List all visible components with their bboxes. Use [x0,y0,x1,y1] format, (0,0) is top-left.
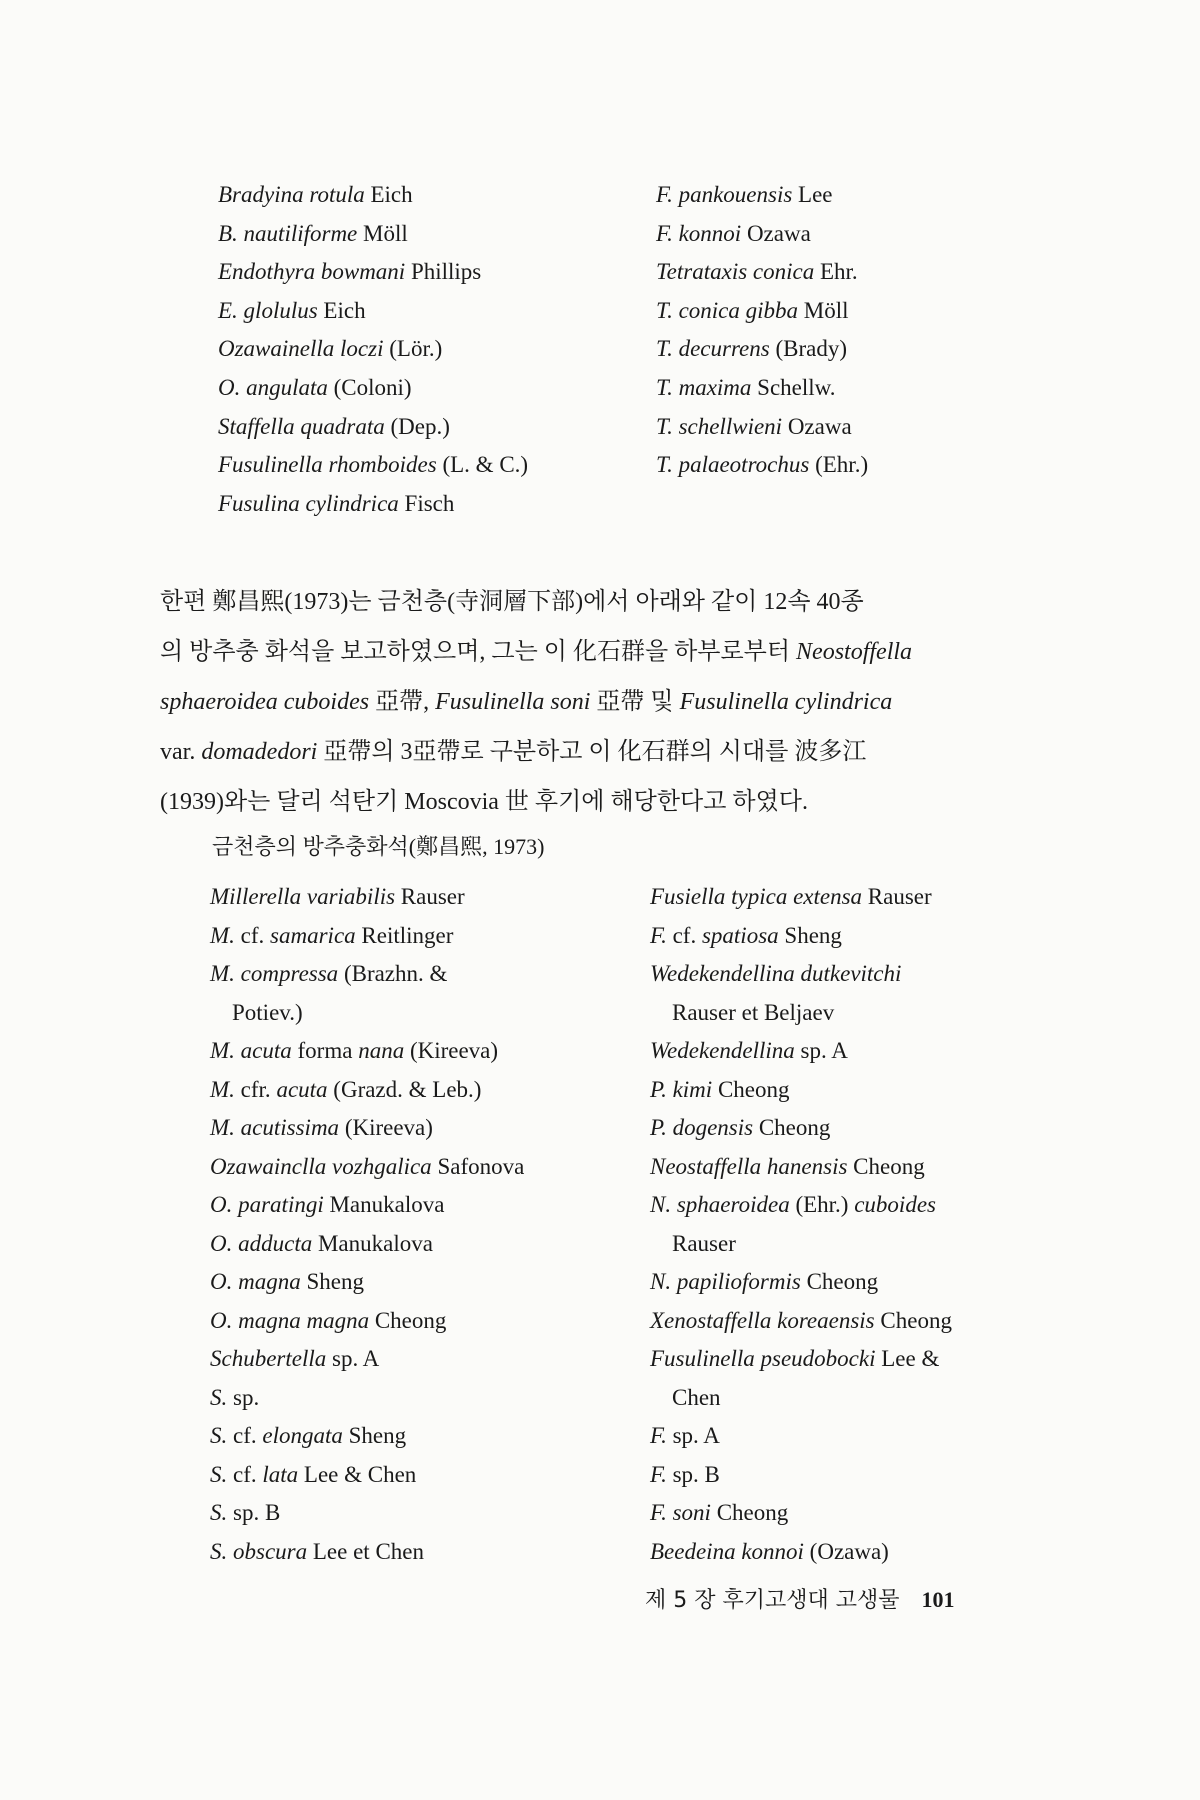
species-author: (Ehr.) [809,452,869,478]
species-name: F. [650,1461,667,1487]
species-author: Safonova [431,1153,525,1179]
species-entry [650,878,952,917]
paragraph-text: 亞帶, [369,689,436,715]
species-entry [210,1340,524,1379]
species-entry [218,330,528,369]
species-author: (Kireeva) [404,1038,499,1063]
paragraph-species-name: domadedori [201,739,318,765]
species-entry [210,1071,524,1110]
species-author: sp. B [227,1500,281,1525]
species-entry [210,1225,524,1264]
species-name: S. [210,1423,228,1448]
species-author: Lee et Chen [307,1538,424,1564]
species-author: Chen [672,1384,721,1410]
species-author: Rauser et Beljaev [672,999,835,1025]
species-name: Wedekendellina dutkevitchi [650,961,902,986]
species-entry [650,1379,952,1418]
species-author: Sheng [342,1423,407,1448]
species-name: M. [210,922,235,948]
species-entry [650,1148,952,1187]
species-name: M. [210,1076,235,1102]
species-name: Beedeina konnoi [650,1538,804,1564]
species-author: sp. B [666,1461,720,1487]
species-name: elongata [262,1423,343,1448]
species-entry [218,292,528,331]
species-entry [210,1456,524,1495]
species-author: Cheong [710,1500,789,1525]
paragraph-line [160,677,1040,727]
species-name: lata [262,1461,299,1487]
species-name: Fusulina cylindrica [218,490,399,516]
body-paragraph [160,577,1040,827]
species-list-1-left [218,176,528,523]
species-entry [210,1148,524,1187]
species-name: S. obscura [210,1538,308,1564]
species-author: (Brazhn. & [338,961,448,986]
species-entry [218,408,528,447]
species-entry [656,176,868,215]
species-name: Bradyina rotula [218,182,365,207]
paragraph-text: 亞帶의 3亞帶로 구분하고 이 化石群의 시대를 波多江 [317,739,867,765]
species-name: P. kimi [650,1076,713,1102]
species-entry [218,176,528,215]
species-name: M. acuta [210,1038,292,1063]
species-author: Manukalova [312,1230,433,1256]
species-list-2-right [650,878,952,1571]
species-entry [210,917,524,956]
species-name: acuta [276,1076,328,1102]
species-name: S. [210,1461,228,1487]
page-number: 101 [921,1587,955,1612]
species-name: Neostaffella hanensis [650,1153,848,1179]
paragraph-species-name: Fusulinella cylindrica [679,689,893,715]
species-author: cf. [227,1461,263,1487]
species-author: Cheong [874,1307,952,1333]
species-name: O. angulata [218,374,328,400]
species-author: Lee [792,182,833,207]
species-entry [210,955,524,994]
species-entry [656,253,868,292]
species-entry [210,1263,524,1302]
species-entry [656,408,868,447]
species-entry [650,1032,952,1071]
species-name: O. paratingi [210,1192,324,1217]
species-name: Wedekendellina [650,1038,795,1063]
species-author: cf. [227,1423,263,1448]
paragraph-text: 한편 鄭昌熙(1973)는 금천층(寺洞層下部)에서 아래와 같이 12속 40종 [160,589,864,615]
species-name: T. decurrens [656,336,770,362]
species-entry [650,1263,952,1302]
species-entry [210,1379,524,1418]
species-author: Cheong [712,1076,790,1102]
species-author: Möll [798,297,849,323]
paragraph-line [160,727,1040,777]
species-author: Sheng [300,1269,364,1294]
species-name: M. acutissima [210,1115,340,1140]
species-name: S. [210,1384,228,1410]
species-author: Cheong [800,1269,879,1294]
paragraph-text: 亞帶 및 [590,689,680,715]
paragraph-text: (1939)와는 달리 석탄기 Moscovia 世 후기에 해당한다고 하였다. [160,789,808,815]
species-entry [656,330,868,369]
species-author: sp. A [326,1346,380,1371]
species-author: (Lör.) [383,336,443,362]
species-author: Reitlinger [355,922,454,948]
species-author: (Dep.) [384,413,450,439]
species-author: sp. A [666,1423,720,1448]
species-author: forma [291,1038,359,1063]
species-name: O. adducta [210,1230,313,1256]
species-author: Ozawa [782,413,852,439]
species-entry [210,994,524,1033]
species-author: cfr. [234,1076,277,1102]
species-author: Cheong [369,1307,447,1333]
species-name: nana [358,1038,405,1063]
species-author: (Grazd. & Leb.) [327,1076,482,1102]
species-entry [650,994,952,1033]
species-name: Fusulinella pseudobocki [650,1346,876,1371]
species-entry [656,215,868,254]
species-author: (Ozawa) [803,1538,889,1564]
paragraph-line [160,627,1040,677]
species-entry [656,369,868,408]
species-name: B. nautiliforme [218,220,358,246]
species-entry [650,1340,952,1379]
species-author: (Ehr.) [789,1192,855,1217]
species-author: Eich [317,297,366,323]
species-entry [210,878,524,917]
species-entry [218,485,528,524]
species-author: Eich [364,182,413,207]
species-name: F. [650,922,667,948]
species-name: T. conica gibba [656,297,799,323]
species-author: sp. [227,1384,260,1410]
species-name: E. glolulus [218,297,318,323]
paragraph-species-name: Fusulinella soni [435,689,591,715]
species-name: Staffella quadrata [218,413,385,439]
species-entry [210,1494,524,1533]
species-author: Rauser [672,1230,736,1256]
species-name: S. [210,1500,228,1525]
species-author: Lee & [875,1346,940,1371]
species-author: Sheng [778,922,842,948]
species-entry [650,1109,952,1148]
species-name: F. soni [650,1500,711,1525]
species-name: Fusiella typica extensa [650,884,863,909]
species-entry [210,1302,524,1341]
species-entry [650,1456,952,1495]
species-list-1-right [656,176,868,485]
species-entry [650,1186,952,1225]
paragraph-line [160,577,1040,627]
species-name: Fusulinella rhomboides [218,452,437,478]
species-name: cuboides [854,1192,936,1217]
species-entry [650,1533,952,1572]
species-author: Fisch [398,490,455,516]
species-entry [650,1417,952,1456]
species-name: samarica [270,922,356,948]
species-author: Ozawa [741,220,811,246]
species-name: spatiosa [701,922,779,948]
species-name: T. palaeotrochus [656,452,810,478]
species-entry [218,446,528,485]
species-name: T. schellwieni [656,413,783,439]
species-author: Phillips [405,259,482,285]
species-author: Ehr. [814,259,858,285]
species-author: Cheong [753,1115,831,1140]
species-author: Potiev.) [232,999,303,1025]
section-heading: 금천층의 방추충화석(鄭昌熙, 1973) [212,834,545,859]
paragraph-line [160,777,1040,827]
species-author: (Kireeva) [339,1115,433,1140]
species-name: Tetrataxis conica [656,259,815,285]
species-entry [210,1533,524,1572]
species-entry [210,1417,524,1456]
species-entry [218,253,528,292]
species-entry [650,1225,952,1264]
paragraph-text: 의 방추충 화석을 보고하였으며, 그는 이 化石群을 하부로부터 [160,639,797,665]
species-author: Schellw. [751,374,836,400]
species-name: F. pankouensis [656,182,793,207]
species-entry [218,369,528,408]
species-author: Möll [357,220,408,246]
species-author: Lee & Chen [298,1461,417,1487]
species-entry [218,215,528,254]
paragraph-species-name: Neostoffella [796,639,913,665]
species-name: Endothyra bowmani [218,259,406,285]
species-name: T. maxima [656,374,752,400]
species-entry [650,917,952,956]
species-name: Ozawainclla vozhgalica [210,1153,432,1179]
species-author: cf. [666,922,702,948]
species-name: Ozawainella loczi [218,336,384,362]
paragraph-text: var. [160,739,202,765]
species-entry [656,292,868,331]
species-entry [656,446,868,485]
species-entry [650,1071,952,1110]
species-author: (Coloni) [327,374,412,400]
species-name: O. magna [210,1269,301,1294]
species-author: (L. & C.) [436,452,529,478]
paragraph-species-name: sphaeroidea cuboides [160,689,370,715]
species-entry [210,1109,524,1148]
species-entry [650,1302,952,1341]
page-footer [645,1585,955,1616]
species-author: (Brady) [769,336,847,362]
species-author: cf. [234,922,271,948]
species-author: Cheong [847,1153,925,1179]
species-entry [650,1494,952,1533]
species-author: Rauser [862,884,932,909]
species-name: P. dogensis [650,1115,754,1140]
species-list-2-left [210,878,524,1571]
species-name: Xenostaffella koreaensis [650,1307,875,1333]
chapter-title: 제 5 장 후기고생대 고생물 [645,1588,900,1613]
species-name: Millerella variabilis [210,884,396,909]
species-entry [650,955,952,994]
species-name: N. papilioformis [650,1269,801,1294]
species-name: O. magna magna [210,1307,370,1333]
species-author: Rauser [395,884,465,909]
species-name: F. konnoi [656,220,742,246]
species-name: M. compressa [210,961,339,986]
species-name: N. sphaeroidea [650,1192,790,1217]
species-author: sp. A [794,1038,848,1063]
species-entry [210,1032,524,1071]
species-name: F. [650,1423,667,1448]
species-name: Schubertella [210,1346,327,1371]
species-entry [210,1186,524,1225]
species-author: Manukalova [323,1192,445,1217]
